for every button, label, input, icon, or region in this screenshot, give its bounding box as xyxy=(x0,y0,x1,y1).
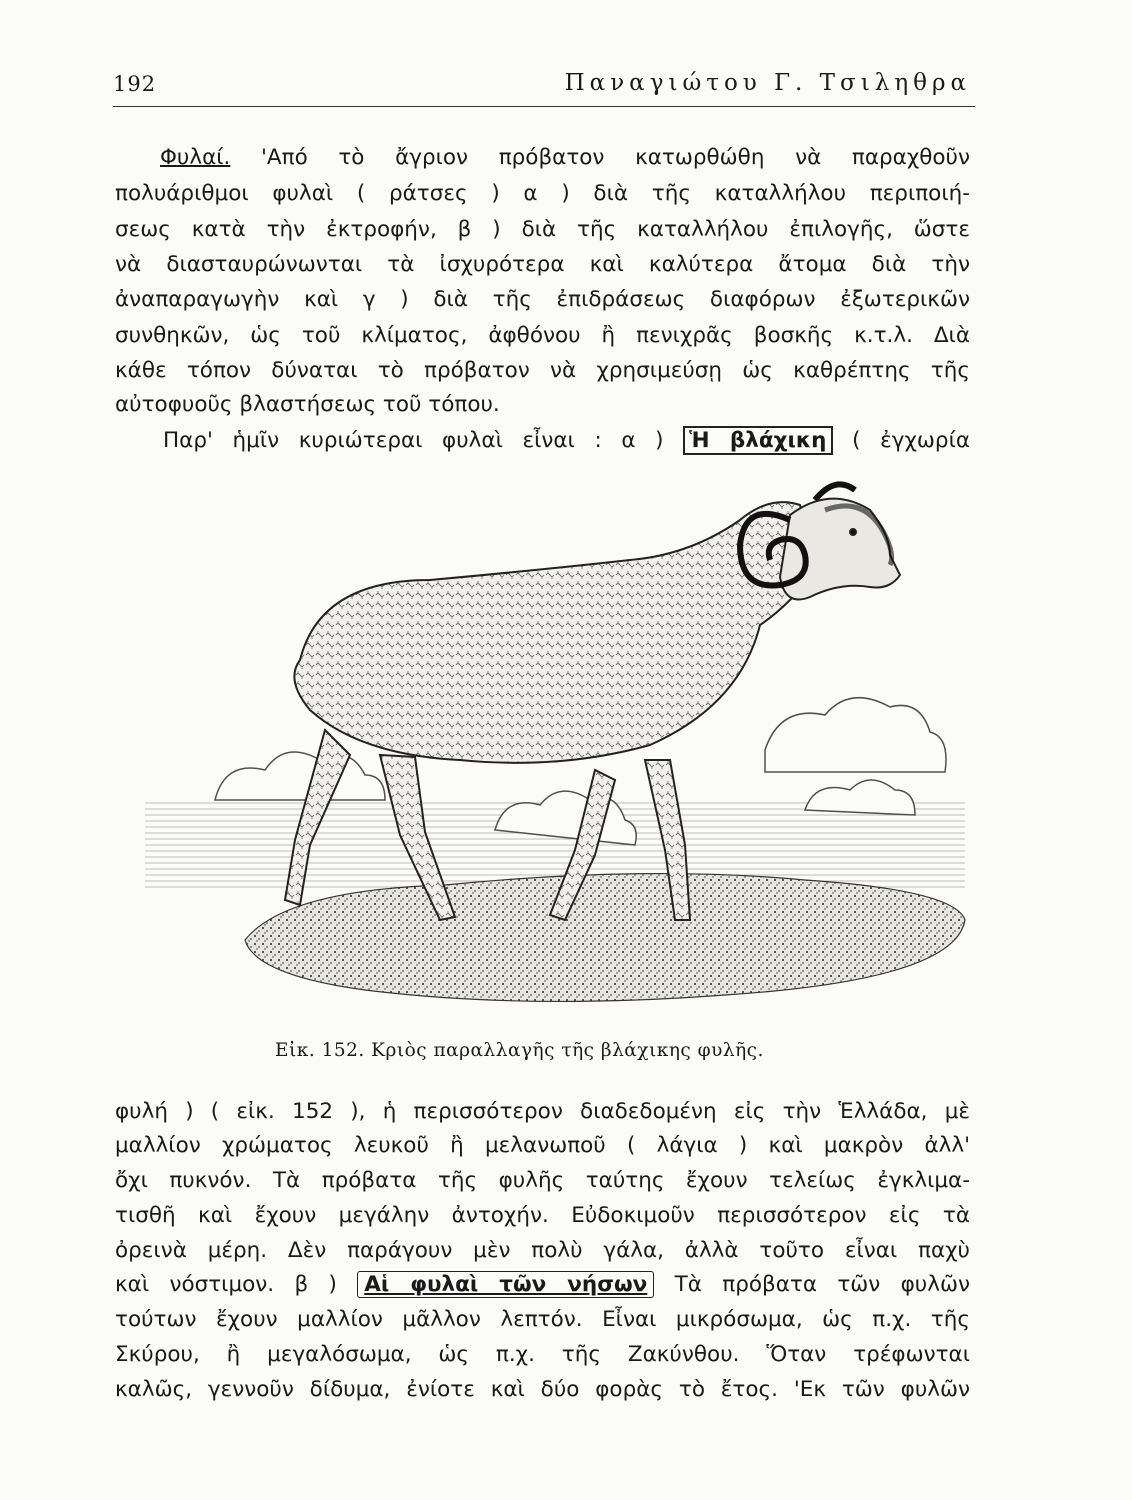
text-line: αὐτοφυοῦς βλαστήσεως τοῦ τόπου. xyxy=(115,392,500,417)
text-line: τούτων ἔχουν μαλλίον μᾶλλον λεπτόν. Εἶναι μικρόσωμα, ὡς π.χ. τῆς xyxy=(115,1307,970,1332)
running-head xyxy=(113,70,975,107)
text-line: φυλή ) ( εἰκ. 152 ), ἡ περισσότερον διαδεδομένη εἰς τὴν Ἑλλάδα, μὲ xyxy=(115,1099,970,1124)
text-fragment: ( ἐγχωρία xyxy=(852,428,971,453)
text-line: καλῶς, γεννοῦν δίδυμα, ἐνίοτε καὶ δύο φορὰς τὸ ἔτος. 'Εκ τῶν φυλῶν xyxy=(115,1377,970,1402)
text-fragment: Τὰ πρόβατα τῶν φυλῶν xyxy=(674,1272,970,1297)
text-line: νὰ διασταυρώνωνται τὰ ἰσχυρότερα καὶ καλύτερα ἄτομα διὰ τὴν xyxy=(115,252,970,277)
boxed-term: Ἡ βλάχικη xyxy=(683,426,832,455)
text-line: ἀναπαραγωγὴν καὶ γ ) διὰ τῆς ἐπιδράσεως διαφόρων ἐξωτερικῶν xyxy=(115,287,970,312)
text-line xyxy=(115,1270,970,1300)
text-line: τισθῆ καὶ ἔχουν μεγάλην ἀντοχήν. Εὐδοκιμοῦν περισσότερον εἰς τὰ xyxy=(115,1203,970,1228)
text-line: μαλλίον χρώματος λευκοῦ ἢ μελανωποῦ ( λάγια ) καὶ μακρὸν ἀλλ' xyxy=(115,1133,970,1158)
text-line xyxy=(115,426,970,456)
text-line: ὀρεινὰ μέρη. Δὲν παράγουν μὲν πολὺ γάλα, ἀλλὰ τοῦτο εἶναι παχὺ xyxy=(115,1238,970,1263)
text-line: σεως κατὰ τὴν ἐκτροφήν, β ) διὰ τῆς καταλλήλου ἐπιλογῆς, ὥστε xyxy=(115,217,970,242)
text-line xyxy=(115,143,970,173)
page-number: 192 xyxy=(113,72,157,96)
section-heading: Φυλαί. xyxy=(160,145,231,170)
text-line: πολυάριθμοι φυλαὶ ( ράτσες ) α ) διὰ τῆς καταλλήλου περιποιή- xyxy=(115,181,970,206)
text-line: κάθε τόπον δύναται τὸ πρόβατον νὰ χρησιμεύσῃ ὡς καθρέπτης τῆς xyxy=(115,358,970,383)
ground xyxy=(245,874,965,1002)
figure-caption: Εἰκ. 152. Κριὸς παραλλαγῆς τῆς βλάχικης φυλῆς. xyxy=(275,1040,764,1061)
text-fragment: Παρ' ἡμῖν κυριώτεραι φυλαὶ εἶναι : α ) xyxy=(163,428,664,453)
text-line: ὄχι πυκνόν. Τὰ πρόβατα τῆς φυλῆς ταύτης ἔχουν τελείως ἐγκλιμα- xyxy=(115,1168,970,1193)
boxed-term: Αἱ φυλαὶ τῶν νήσων xyxy=(357,1271,654,1298)
text-fragment: καὶ νόστιμον. β ) xyxy=(115,1272,337,1297)
ram-illustration xyxy=(125,470,985,1025)
author-name: Παναγιώτου Γ. Τσιληθρα xyxy=(564,70,971,96)
text-line: συνθηκῶν, ὡς τοῦ κλίματος, ἀφθόνου ἢ πενιχρᾶς βοσκῆς κ.τ.λ. Διὰ xyxy=(115,323,970,348)
text-line: Σκύρου, ἢ μεγαλόσωμα, ὡς π.χ. τῆς Ζακύνθου. Ὅταν τρέφωνται xyxy=(115,1342,970,1367)
text-fragment: 'Από τὸ ἄγριον πρόβατον κατωρθώθη νὰ παραχθοῦν xyxy=(261,145,970,170)
